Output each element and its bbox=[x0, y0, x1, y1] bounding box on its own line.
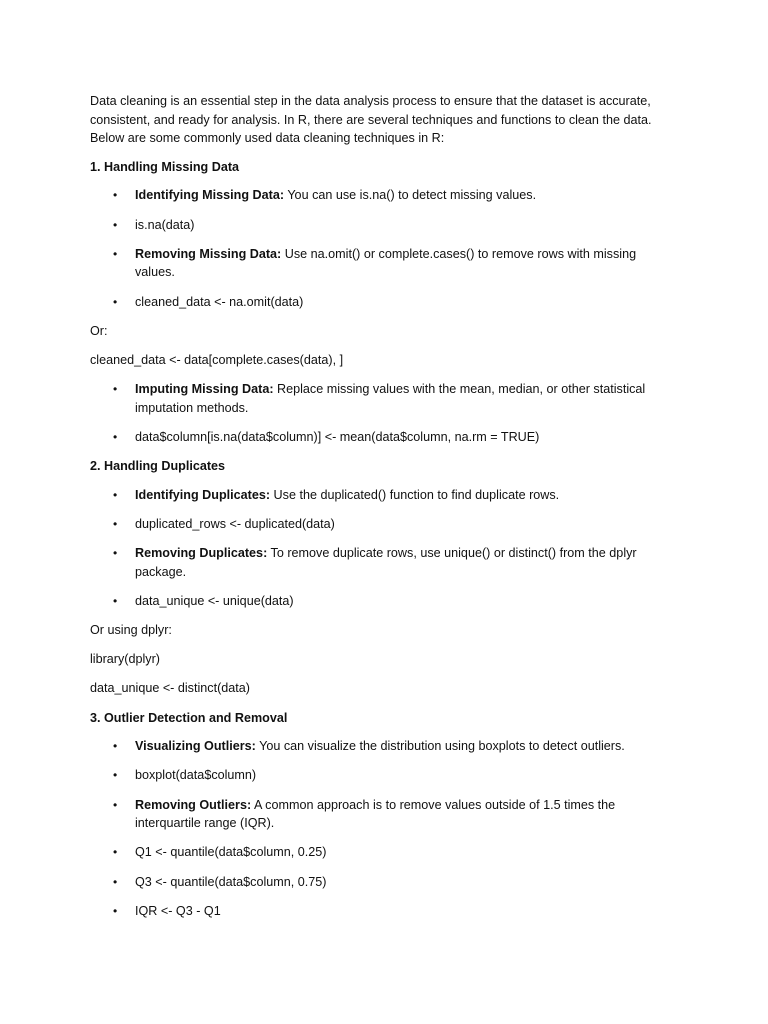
list-item bbox=[90, 902, 670, 921]
item-lead: Identifying Missing Data: bbox=[135, 188, 285, 203]
item-lead: Removing Outliers: bbox=[135, 797, 252, 812]
missing-data-list-2 bbox=[90, 380, 670, 446]
list-item bbox=[90, 515, 670, 534]
intro-paragraph: Data cleaning is an essential step in the data analysis process to ensure that the dataset is accurate, consistent, and ready for analysis. In R, there are several techniques and functions to clean the data. Below are some commonly used data cleaning techniques in R: bbox=[90, 94, 652, 146]
item-text: Q1 <- quantile(data$column, 0.25) bbox=[135, 845, 327, 860]
list-item bbox=[90, 380, 670, 417]
item-text: duplicated_rows <- duplicated(data) bbox=[135, 516, 335, 531]
list-item bbox=[90, 428, 670, 447]
section-heading-missing-data: 1. Handling Missing Data bbox=[90, 159, 240, 174]
item-text: boxplot(data$column) bbox=[135, 768, 257, 783]
item-text: Use na.omit() or complete.cases() to remove rows with missing values. bbox=[135, 246, 637, 280]
missing-data-list-1 bbox=[90, 186, 670, 311]
bullet-icon: • bbox=[113, 429, 118, 444]
item-lead: Imputing Missing Data: bbox=[135, 382, 274, 397]
item-text: is.na(data) bbox=[135, 217, 195, 232]
paragraph: cleaned_data <- data[complete.cases(data), ] bbox=[90, 352, 344, 367]
bullet-icon: • bbox=[113, 294, 118, 309]
bullet-icon: • bbox=[113, 768, 118, 783]
item-text: Q3 <- quantile(data$column, 0.75) bbox=[135, 874, 327, 889]
list-item bbox=[90, 843, 670, 862]
item-text: IQR <- Q3 - Q1 bbox=[135, 903, 221, 918]
item-text: data_unique <- unique(data) bbox=[135, 593, 294, 608]
bullet-icon: • bbox=[113, 382, 118, 397]
item-text: Replace missing values with the mean, median, or other statistical imputation methods. bbox=[135, 382, 646, 415]
list-item bbox=[90, 293, 670, 312]
item-text: A common approach is to remove values outside of 1.5 times the interquartile range (IQR). bbox=[135, 797, 616, 831]
item-lead: Removing Missing Data: bbox=[135, 246, 282, 261]
item-text: You can use is.na() to detect missing values. bbox=[284, 188, 537, 203]
item-text: cleaned_data <- na.omit(data) bbox=[135, 294, 304, 309]
list-item bbox=[90, 873, 670, 892]
list-item bbox=[90, 796, 670, 833]
list-item bbox=[90, 592, 670, 611]
section-heading-duplicates: 2. Handling Duplicates bbox=[90, 459, 226, 474]
item-text: Use the duplicated() function to find duplicate rows. bbox=[270, 487, 560, 502]
bullet-icon: • bbox=[113, 797, 118, 812]
item-lead: Removing Duplicates: bbox=[135, 546, 268, 561]
list-item bbox=[90, 737, 670, 756]
bullet-icon: • bbox=[113, 246, 118, 261]
list-item bbox=[90, 186, 670, 205]
bullet-icon: • bbox=[113, 487, 118, 502]
list-item bbox=[90, 486, 670, 505]
bullet-icon: • bbox=[113, 546, 118, 561]
section-heading-outliers: 3. Outlier Detection and Removal bbox=[90, 710, 288, 725]
list-item bbox=[90, 544, 670, 581]
paragraph: data_unique <- distinct(data) bbox=[90, 681, 250, 696]
list-item bbox=[90, 216, 670, 235]
item-lead: Visualizing Outliers: bbox=[135, 739, 256, 754]
document-content bbox=[90, 92, 670, 931]
item-text: data$column[is.na(data$column)] <- mean(data$column, na.rm = TRUE) bbox=[135, 429, 540, 444]
list-item bbox=[90, 245, 670, 282]
item-text: To remove duplicate rows, use unique() or distinct() from the dplyr package. bbox=[135, 546, 637, 579]
outliers-list bbox=[90, 737, 670, 920]
item-text: You can visualize the distribution using boxplots to detect outliers. bbox=[255, 739, 625, 754]
bullet-icon: • bbox=[113, 903, 118, 918]
paragraph: library(dplyr) bbox=[90, 652, 160, 667]
bullet-icon: • bbox=[113, 739, 118, 754]
bullet-icon: • bbox=[113, 516, 118, 531]
paragraph: Or using dplyr: bbox=[90, 623, 172, 637]
bullet-icon: • bbox=[113, 845, 118, 860]
bullet-icon: • bbox=[113, 874, 118, 889]
item-lead: Identifying Duplicates: bbox=[135, 487, 271, 502]
bullet-icon: • bbox=[113, 217, 118, 232]
paragraph: Or: bbox=[90, 323, 108, 338]
bullet-icon: • bbox=[113, 188, 118, 203]
list-item bbox=[90, 766, 670, 785]
bullet-icon: • bbox=[113, 593, 118, 608]
duplicates-list bbox=[90, 486, 670, 611]
